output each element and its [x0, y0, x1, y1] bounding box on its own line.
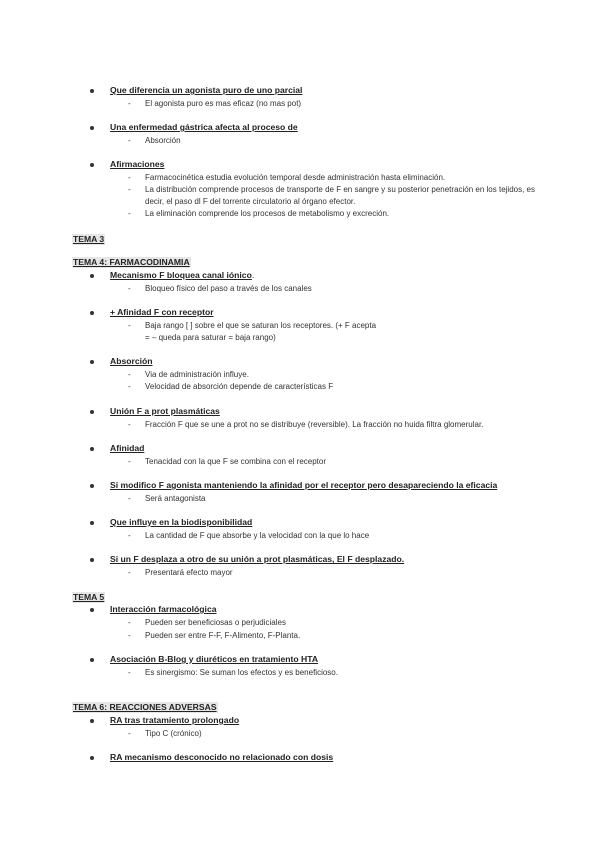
dash-icon: - [128, 618, 131, 627]
question: Si un F desplaza a otro de su unión a prot plasmáticas, El F desplazado. [110, 554, 405, 564]
dash-icon: - [128, 420, 131, 429]
dash-icon: - [128, 185, 131, 194]
question: Si modifico F agonista manteniendo la afinidad por el receptor pero desapareciendo la eficacia [110, 480, 498, 490]
bullet-icon [90, 447, 94, 451]
dash-icon: - [128, 209, 131, 218]
question: Unión F a prot plasmáticas [110, 406, 220, 416]
bullet-icon [90, 521, 94, 525]
answer: Fracción F que se une a prot no se distribuye (reversible). La fracción no huida filtra glomerular. [145, 420, 484, 429]
dash-icon: - [128, 382, 131, 391]
question: Afinidad [110, 443, 145, 453]
answer: La eliminación comprende los procesos de metabolismo y excreción. [145, 209, 390, 218]
dash-icon: - [128, 457, 131, 466]
question: Absorción [110, 356, 153, 366]
answer: La distribución comprende procesos de transporte de F en sangre y su posterior penetración en los tejidos, es decir, el paso dl F del torrente circulatorio al órgano efector. [145, 185, 535, 206]
answer: Velocidad de absorción depende de características F [145, 382, 334, 391]
question: RA tras tratamiento prolongado [110, 715, 240, 725]
answer: El agonista puro es mas eficaz (no mas pot) [145, 99, 302, 108]
answer: La cantidad de F que absorbe y la velocidad con la que lo hace [145, 531, 370, 540]
question: + Afinidad F con receptor [110, 307, 214, 317]
question: Mecanismo F bloquea canal iónico. [110, 270, 255, 280]
answer: Pueden ser entre F-F, F-Alimento, F-Planta. [145, 631, 301, 640]
dash-icon: - [128, 370, 131, 379]
question: Interacción farmacológica [110, 604, 217, 614]
dash-icon: - [128, 173, 131, 182]
dash-icon: - [128, 321, 131, 330]
bullet-icon [90, 163, 94, 167]
answer: Via de administración influye. [145, 370, 249, 379]
bullet-icon [90, 311, 94, 315]
answer: Bloqueo físico del paso a través de los canales [145, 284, 312, 293]
section-heading: TEMA 4: FARMACODINAMIA [73, 257, 190, 267]
dash-icon: - [128, 99, 131, 108]
bullet-icon [90, 410, 94, 414]
answer: Tipo C (crónico) [145, 729, 202, 738]
bullet-icon [90, 608, 94, 612]
answer: Tenacidad con la que F se combina con el receptor [145, 457, 326, 466]
bullet-icon [90, 719, 94, 723]
answer: Pueden ser beneficiosas o perjudiciales [145, 618, 286, 627]
answer: Presentará efecto mayor [145, 568, 233, 577]
bullet-icon [90, 89, 94, 93]
answer: Farmacocinética estudia evolución temporal desde administración hasta eliminación. [145, 173, 446, 182]
dash-icon: - [128, 668, 131, 677]
dash-icon: - [128, 136, 131, 145]
answer: Es sinergismo: Se suman los efectos y es beneficioso. [145, 668, 338, 677]
question: Afirmaciones [110, 159, 165, 169]
dash-icon: - [128, 531, 131, 540]
question: Una enfermedad gástrica afecta al proceso de [110, 122, 298, 132]
question: Que influye en la biodisponibilidad [110, 517, 253, 527]
bullet-icon [90, 558, 94, 562]
bullet-icon [90, 658, 94, 662]
answer: Será antagonista [145, 494, 206, 503]
section-heading: TEMA 5 [73, 592, 105, 602]
dash-icon: - [128, 631, 131, 640]
question: Que diferencia un agonista puro de uno parcial [110, 85, 303, 95]
bullet-icon [90, 360, 94, 364]
section-heading: TEMA 3 [73, 234, 105, 244]
bullet-icon [90, 274, 94, 278]
question: RA mecanismo desconocido no relacionado con dosis [110, 752, 334, 762]
dash-icon: - [128, 568, 131, 577]
question: Asociación B-Blog y diuréticos en tratamiento HTA [110, 654, 319, 664]
bullet-icon [90, 756, 94, 760]
dash-icon: - [128, 284, 131, 293]
dash-icon: - [128, 729, 131, 738]
bullet-icon [90, 126, 94, 130]
answer: Baja rango [ ] sobre el que se saturan los receptores. (+ F acepta = – queda para saturar = baja rango) [145, 321, 377, 342]
answer: Absorción [145, 136, 181, 145]
dash-icon: - [128, 494, 131, 503]
section-heading: TEMA 6: REACCIONES ADVERSAS [73, 702, 217, 712]
bullet-icon [90, 484, 94, 488]
